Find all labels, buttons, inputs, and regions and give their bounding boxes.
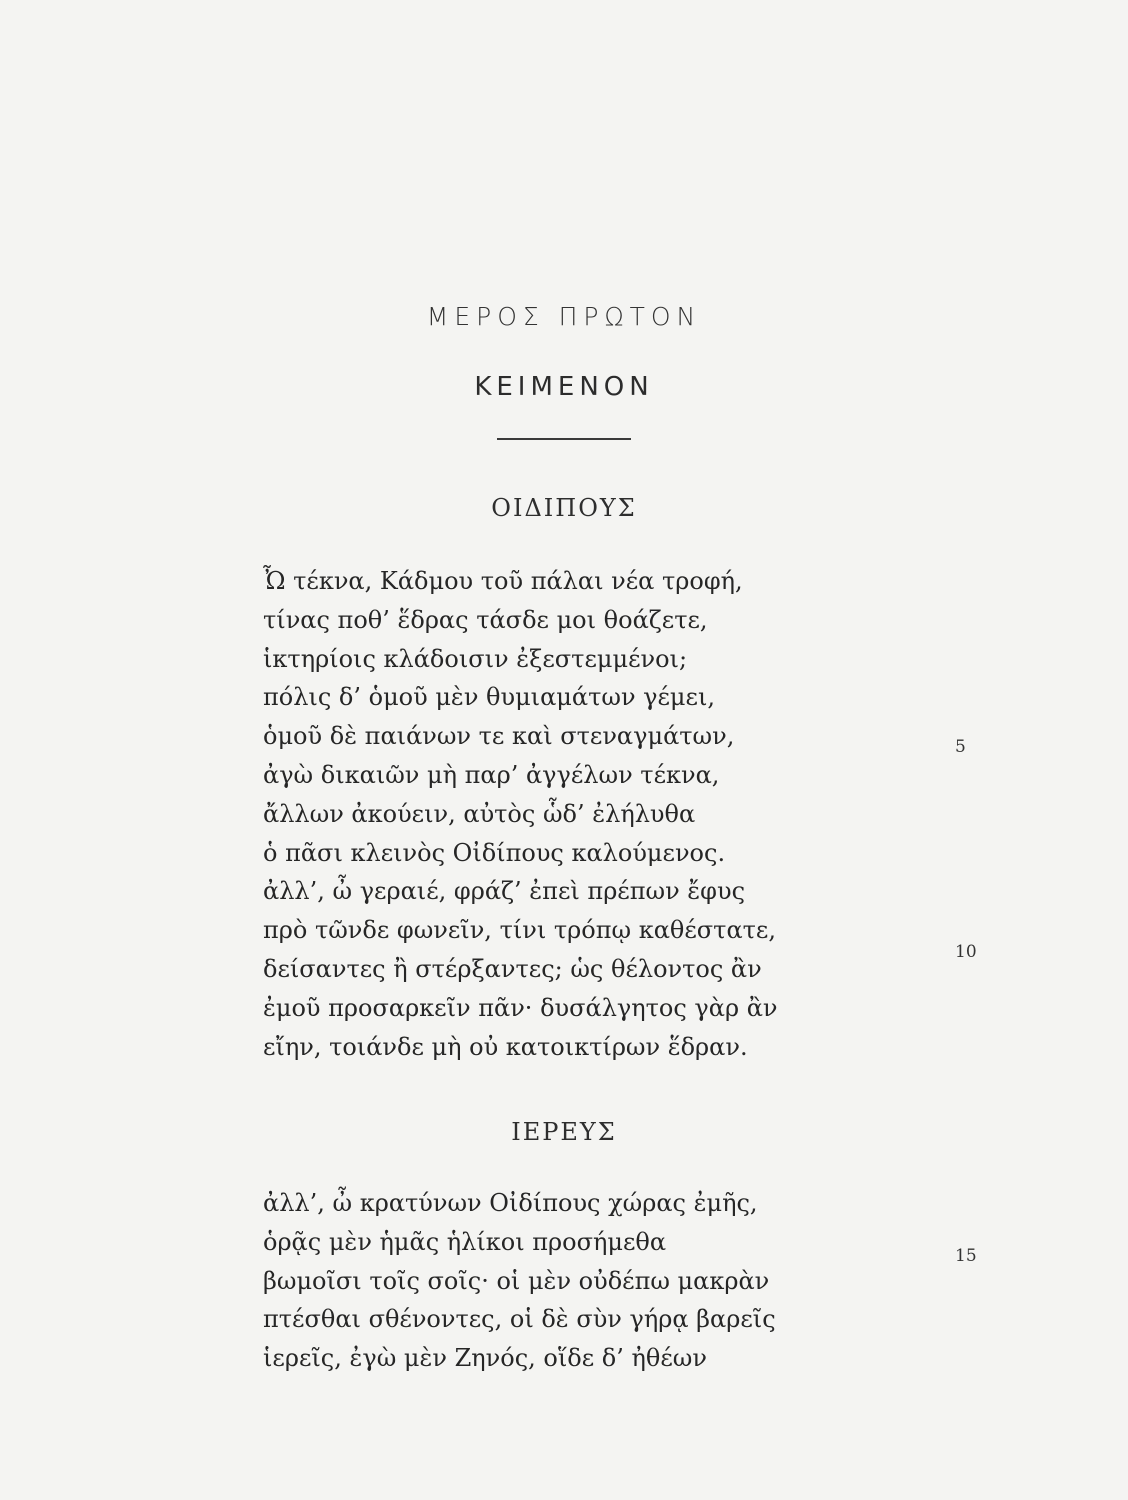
verse-block-priest bbox=[263, 1184, 943, 1378]
verse-line: δείσαντες ἢ στέρξαντες; ὡς θέλοντος ἂν bbox=[263, 954, 762, 983]
verse-line: ἀγὼ δικαιῶν μὴ παρ’ ἀγγέλων τέκνα, bbox=[263, 760, 720, 789]
verse-line: εἴην, τοιάνδε μὴ οὐ κατοικτίρων ἕδραν. bbox=[263, 1032, 748, 1061]
line-number-15: 15 bbox=[955, 1246, 977, 1266]
verse-line: ἐμοῦ προσαρκεῖν πᾶν· δυσάλγητος γὰρ ἂν bbox=[263, 993, 778, 1022]
verse-line: ὁ πᾶσι κλεινὸς Οἰδίπους καλούμενος. bbox=[263, 838, 726, 867]
verse-line: πόλις δ’ ὁμοῦ μὲν θυμιαμάτων γέμει, bbox=[263, 683, 716, 712]
section-title: ΚΕΙΜΕΝΟΝ bbox=[474, 372, 654, 402]
verse-line: βωμοῖσι τοῖς σοῖς· οἱ μὲν οὐδέπω μακρὰν bbox=[263, 1266, 770, 1295]
verse-line: ἀλλ’, ὦ κρατύνων Οἰδίπους χώρας ἐμῆς, bbox=[263, 1189, 758, 1217]
part-title: ΜΕΡΟΣ ΠΡΩΤΟΝ bbox=[426, 302, 702, 331]
speaker-priest: ΙΕΡΕΥΣ bbox=[511, 1118, 617, 1146]
verse-line: ἄλλων ἀκούειν, αὐτὸς ὧδ’ ἐλήλυθα bbox=[263, 799, 696, 828]
line-number-10: 10 bbox=[955, 942, 977, 962]
speaker-oedipus: ΟΙΔΙΠΟΥΣ bbox=[491, 494, 637, 522]
verse-line: τίνας ποθ’ ἕδρας τάσδε μοι θοάζετε, bbox=[263, 605, 708, 634]
verse-line: πτέσθαι σθένοντες, οἱ δὲ σὺν γήρᾳ βαρεῖς bbox=[263, 1305, 776, 1334]
verse-line: Ὦ τέκνα, Κάδμου τοῦ πάλαι νέα τροφή, bbox=[263, 567, 743, 595]
verse-line: ὁμοῦ δὲ παιάνων τε καὶ στεναγμάτων, bbox=[263, 722, 735, 751]
line-number-5: 5 bbox=[955, 737, 966, 757]
title-rule bbox=[497, 438, 631, 440]
verse-block-oedipus bbox=[263, 562, 943, 1066]
verse-line: ὁρᾷς μὲν ἡμᾶς ἡλίκοι προσήμεθα bbox=[263, 1227, 667, 1256]
verse-line: ἱερεῖς, ἐγὼ μὲν Ζηνός, οἵδε δ’ ἠθέων bbox=[263, 1344, 707, 1373]
verse-line: ἱκτηρίοις κλάδοισιν ἐξεστεμμένοι; bbox=[263, 644, 688, 673]
verse-line: πρὸ τῶνδε φωνεῖν, τίνι τρόπῳ καθέστατε, bbox=[263, 916, 776, 945]
verse-line: ἀλλ’, ὦ γεραιέ, φράζ’ ἐπεὶ πρέπων ἔφυς bbox=[263, 877, 746, 906]
